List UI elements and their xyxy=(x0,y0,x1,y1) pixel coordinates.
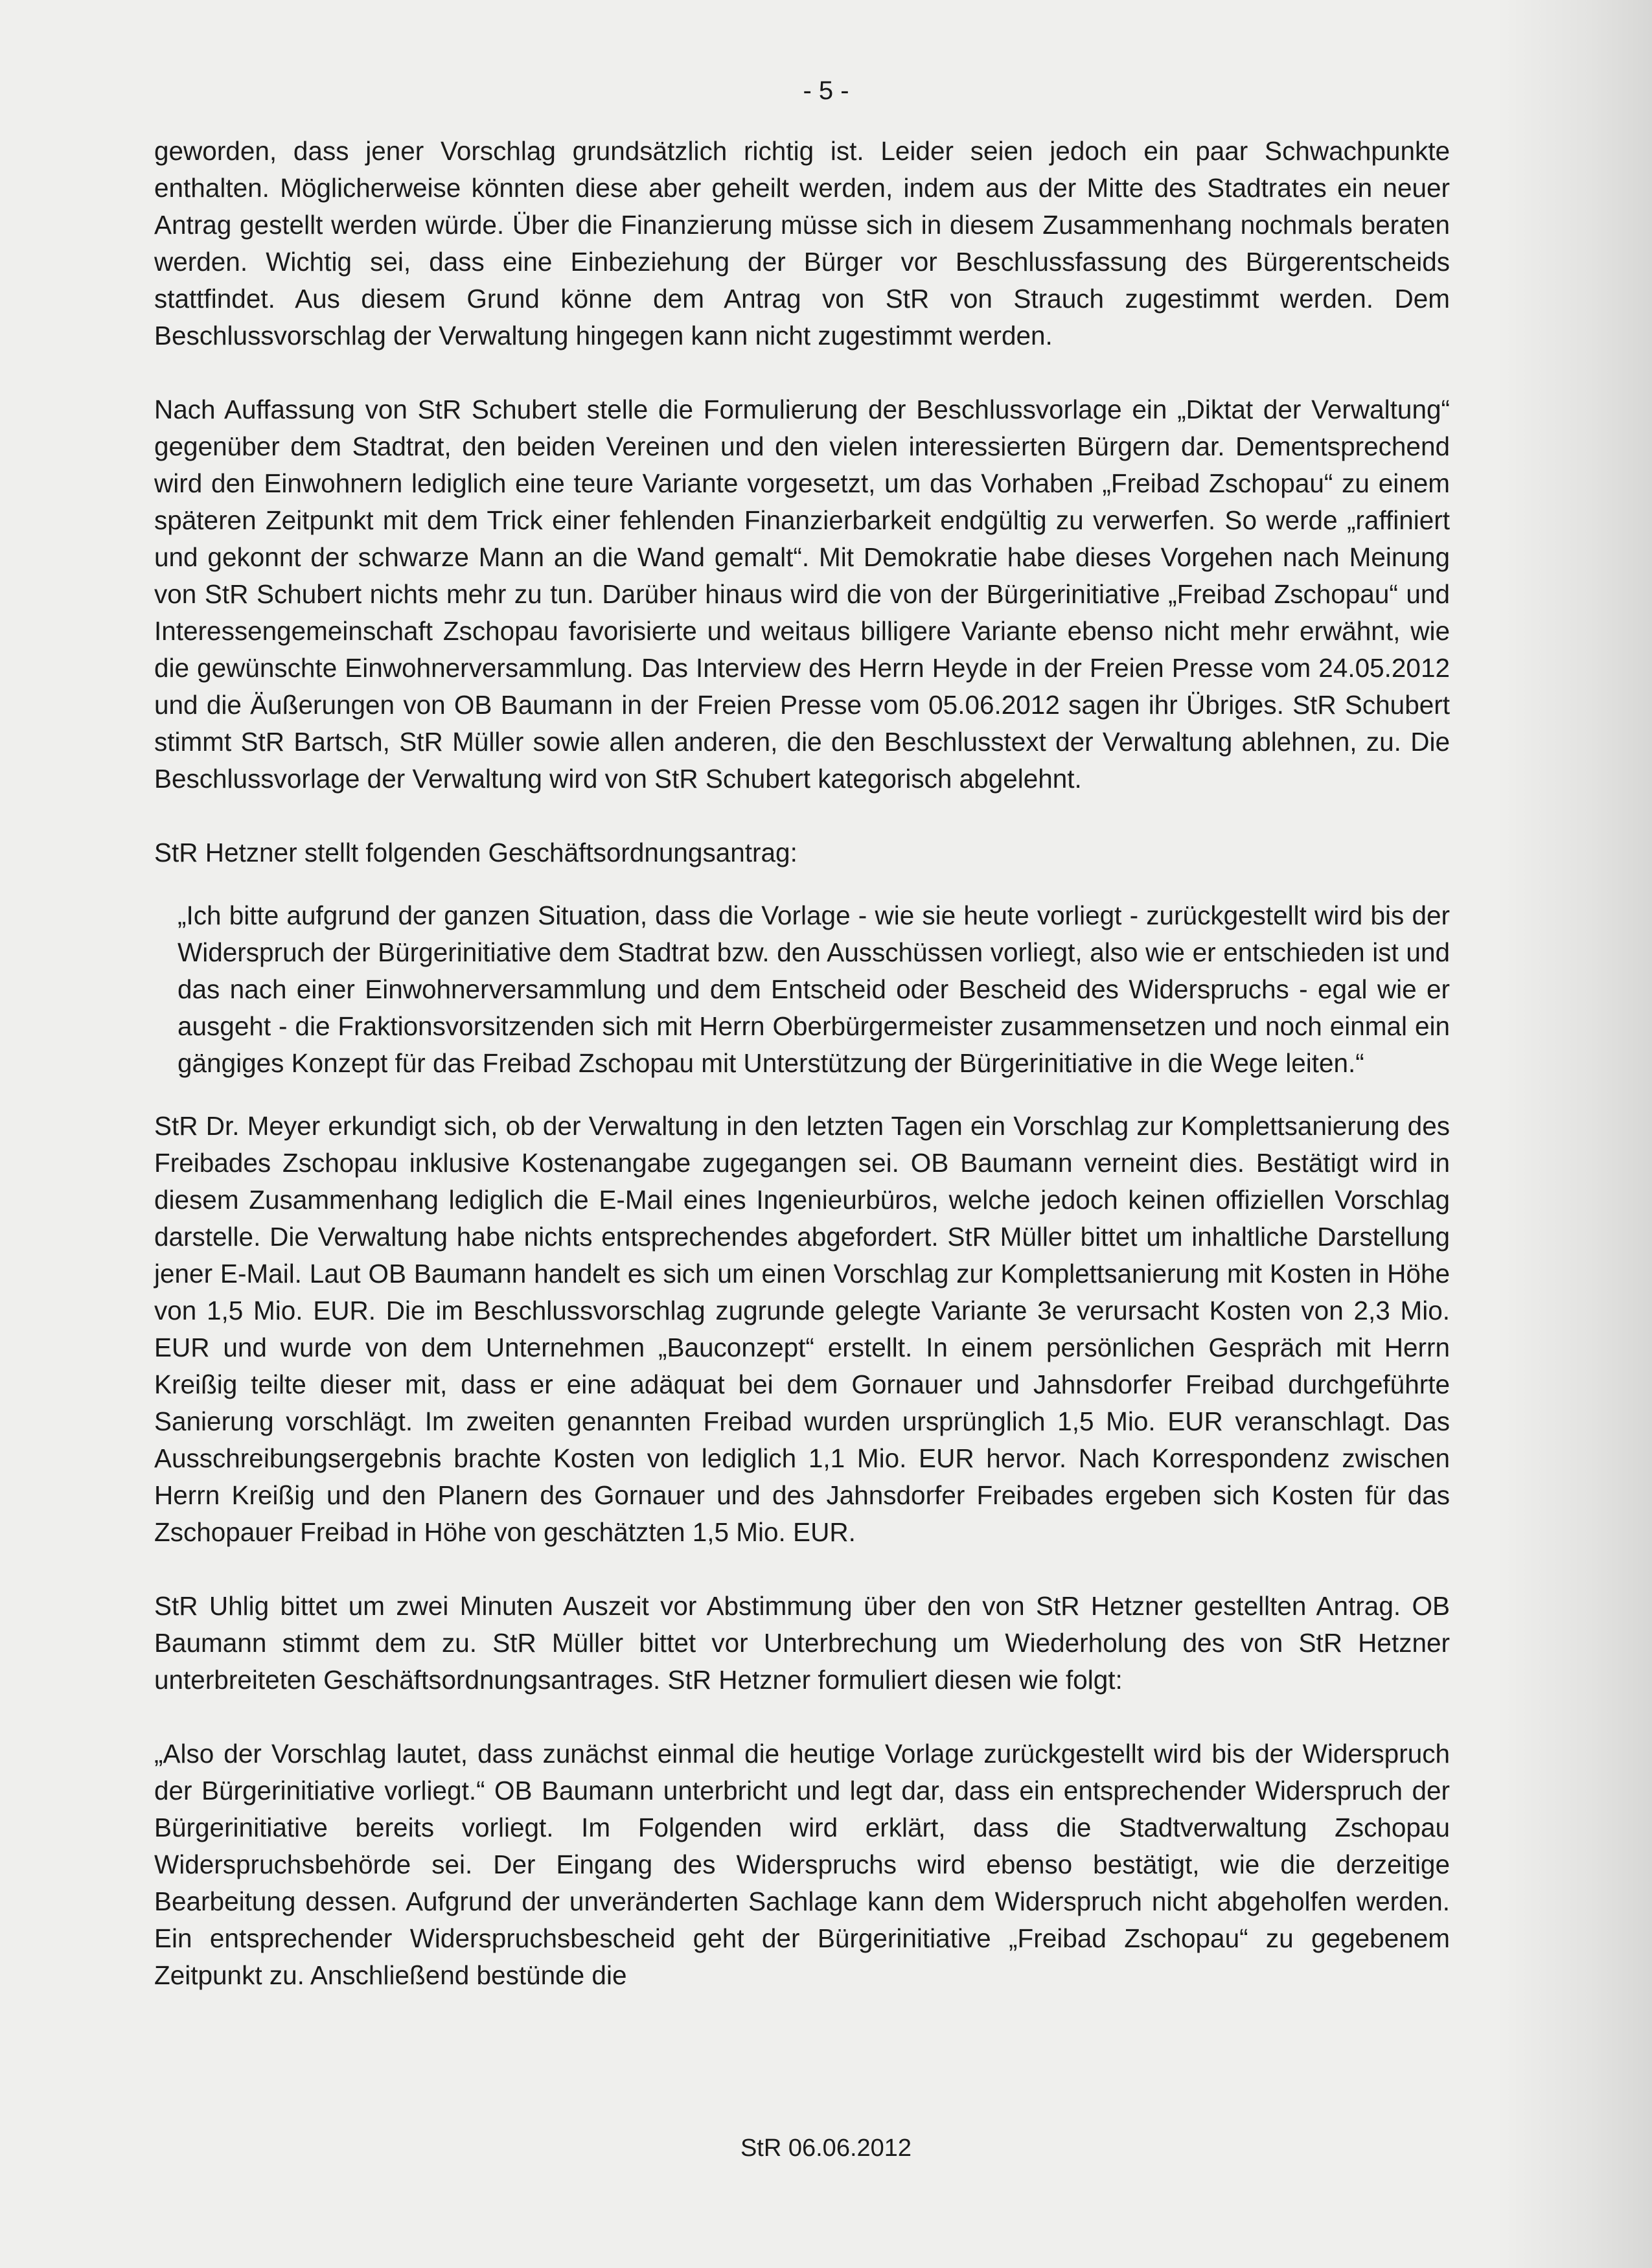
paragraph-6: StR Uhlig bittet um zwei Minuten Auszeit vor Abstimmung über den von StR Hetzner gestellten Antrag. OB Baumann stimmt dem zu. StR Müller bittet vor Unterbrechung um Wiederholung des von StR Hetzner unterbreiteten Geschäftsordnungsantrages. StR Hetzner formuliert diesen wie folgt: xyxy=(154,1591,1450,1695)
paragraph-3: StR Hetzner stellt folgenden Geschäftsordnungsantrag: xyxy=(154,838,797,867)
paragraph-5: StR Dr. Meyer erkundigt sich, ob der Verwaltung in den letzten Tagen ein Vorschlag zur Komplettsanierung des Freibades Zschopau inklusive Kostenangabe zugegangen sei. OB Baumann verneint dies. Bestätigt wird in diesem Zusammenhang lediglich die E-Mail eines Ingenieurbüros, welche jedoch keinen offiziellen Vorschlag darstelle. Die Verwaltung habe nichts entsprechendes abgefordert. StR Müller bittet um inhaltliche Darstellung jener E-Mail. Laut OB Baumann handelt es sich um einen Vorschlag zur Komplettsanierung mit Kosten in Höhe von 1,5 Mio. EUR. Die im Beschlussvorschlag zugrunde gelegte Variante 3e verursacht Kosten von 2,3 Mio. EUR und wurde von dem Unternehmen „Bauconzept“ erstellt. In einem persönlichen Gespräch mit Herrn Kreißig teilte dieser mit, dass er eine adäquat bei dem Gornauer und Jahnsdorfer Freibad durchgeführte Sanierung vorschlägt. Im zweiten genannten Freibad wurden ursprünglich 1,5 Mio. EUR veranschlagt. Das Ausschreibungsergebnis brachte Kosten von lediglich 1,1 Mio. EUR hervor. Nach Korrespondenz zwischen Herrn Kreißig und den Planern des Gornauer und des Jahnsdorfer Freibades ergeben sich Kosten für das Zschopauer Freibad in Höhe von geschätzten 1,5 Mio. EUR. xyxy=(154,1111,1450,1547)
page-footer: StR 06.06.2012 xyxy=(740,2135,912,2162)
page-number: - 5 - xyxy=(803,76,849,105)
quote-motion: „Ich bitte aufgrund der ganzen Situation, dass die Vorlage - wie sie heute vorliegt - zurückgestellt wird bis der Widerspruch der Bürgerinitiative dem Stadtrat bzw. den Ausschüssen vorliegt, also wie er entschieden ist und das nach einer Einwohnerversammlung und dem Entscheid oder Bescheid des Widerspruchs - egal wie er ausgeht - die Fraktionsvorsitzenden sich mit Herrn Oberbürgermeister zusammensetzen und noch einmal ein gängiges Konzept für das Freibad Zschopau mit Unterstützung der Bürgerinitiative in die Wege leiten.“ xyxy=(178,900,1450,1078)
paragraph-2: Nach Auffassung von StR Schubert stelle die Formulierung der Beschlussvorlage ein „Diktat der Verwaltung“ gegenüber dem Stadtrat, den beiden Vereinen und den vielen interessierten Bürgern dar. Dementsprechend wird den Einwohnern lediglich eine teure Variante vorgesetzt, um das Vorhaben „Freibad Zschopau“ zu einem späteren Zeitpunkt mit dem Trick einer fehlenden Finanzierbarkeit endgültig zu verwerfen. So werde „raffiniert und gekonnt der schwarze Mann an die Wand gemalt“. Mit Demokratie habe dieses Vorgehen nach Meinung von StR Schubert nichts mehr zu tun. Darüber hinaus wird die von der Bürgerinitiative „Freibad Zschopau“ und Interessengemeinschaft Zschopau favorisierte und weitaus billigere Variante ebenso nicht mehr erwähnt, wie die gewünschte Einwohnerversammlung. Das Interview des Herrn Heyde in der Freien Presse vom 24.05.2012 und die Äußerungen von OB Baumann in der Freien Presse vom 05.06.2012 sagen ihr Übriges. StR Schubert stimmt StR Bartsch, StR Müller sowie allen anderen, die den Beschlusstext der Verwaltung ablehnen, zu. Die Beschlussvorlage der Verwaltung wird von StR Schubert kategorisch abgelehnt. xyxy=(154,395,1450,794)
paragraph-1: geworden, dass jener Vorschlag grundsätzlich richtig ist. Leider seien jedoch ein paar Schwachpunkte enthalten. Möglicherweise könnten diese aber geheilt werden, indem aus der Mitte des Stadtrates ein neuer Antrag gestellt werden würde. Über die Finanzierung müsse sich in diesem Zusammenhang nochmals beraten werden. Wichtig sei, dass eine Einbeziehung der Bürger vor Beschlussfassung des Bürgerentscheids stattfindet. Aus diesem Grund könne dem Antrag von StR von Strauch zugestimmt werden. Dem Beschlussvorschlag der Verwaltung hingegen kann nicht zugestimmt werden. xyxy=(154,136,1450,350)
paragraph-7: „Also der Vorschlag lautet, dass zunächst einmal die heutige Vorlage zurückgestellt wird bis der Widerspruch der Bürgerinitiative vorliegt.“ OB Baumann unterbricht und legt dar, dass ein entsprechender Widerspruch der Bürgerinitiative bereits vorliegt. Im Folgenden wird erklärt, dass die Stadtverwaltung Zschopau Widerspruchsbehörde sei. Der Eingang des Widerspruchs wird ebenso bestätigt, wie die derzeitige Bearbeitung dessen. Aufgrund der unveränderten Sachlage kann dem Widerspruch nicht abgeholfen werden. Ein entsprechender Widerspruchsbescheid geht der Bürgerinitiative „Freibad Zschopau“ zu gegebenem Zeitpunkt zu. Anschließend bestünde die xyxy=(154,1739,1450,1990)
document-body xyxy=(154,133,1450,1994)
scan-edge-shadow xyxy=(1497,0,1652,2268)
